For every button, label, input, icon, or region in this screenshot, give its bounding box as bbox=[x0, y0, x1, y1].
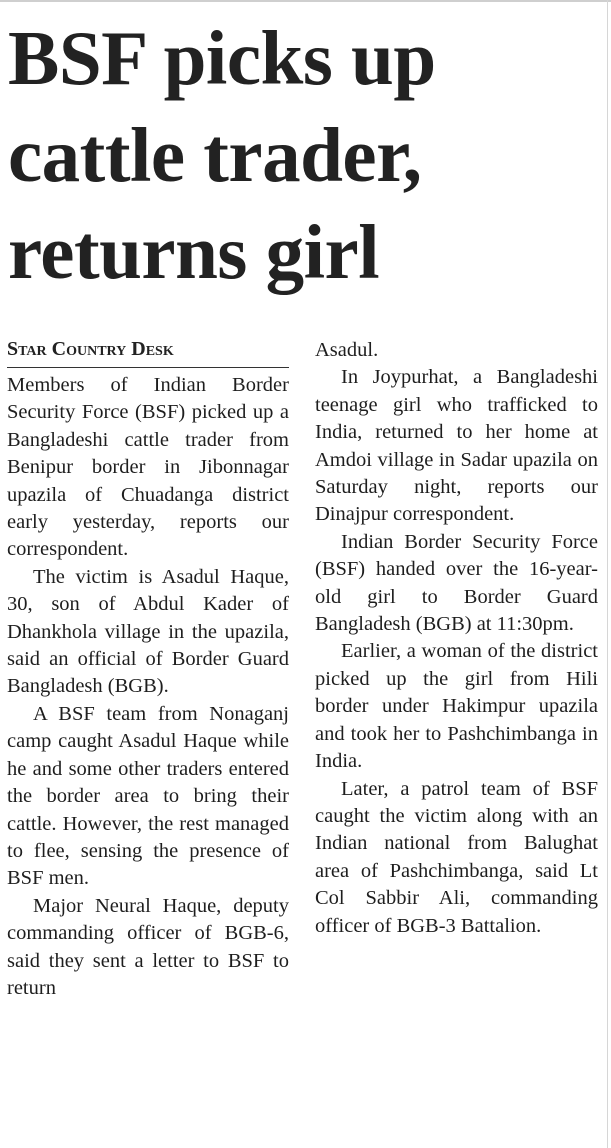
article-column-right bbox=[315, 337, 598, 940]
paragraph-2: The victim is Asadul Haque, 30, son of Abdul Kader of Dhankhola village in the upazila, said an official of Border Guard Bangladesh (BGB). bbox=[7, 565, 289, 698]
byline-divider bbox=[7, 367, 289, 368]
paragraph-5: In Joypurhat, a Bangladeshi teenage girl who trafficked to India, returned to her home at Amdoi village in Sadar upazila on Saturday night, reports our Dinajpur correspondent. bbox=[315, 366, 598, 526]
paragraph-4-continued: Asadul. bbox=[315, 339, 379, 361]
article-headline: BSF picks up cattle trader, returns girl bbox=[8, 15, 436, 295]
paragraph-8: Later, a patrol team of BSF caught the victim along with an Indian national from Balughat area of Pashchimbanga, said Lt Col Sabbir Ali, commanding officer of BGB-3 Battalion. bbox=[315, 777, 598, 937]
paragraph-3: A BSF team from Nonaganj camp caught Asadul Haque while he and some other traders entered the border area to bring their cattle. However, the rest managed to flee, sensing the presence of BSF men. bbox=[7, 702, 289, 890]
paragraph-4: Major Neural Haque, deputy commanding officer of BGB-6, said they sent a letter to BSF to return bbox=[7, 894, 289, 999]
paragraph-1: Members of Indian Border Security Force (BSF) picked up a Bangladeshi cattle trader from Benipur border in Jibonnagar upazila of Chuadanga district early yesterday, reports our correspondent. bbox=[7, 374, 289, 561]
right-border-rule bbox=[607, 0, 608, 1148]
article-byline: Star Country Desk bbox=[7, 338, 174, 360]
paragraph-7: Earlier, a woman of the district picked up the girl from Hili border under Hakimpur upazila and took her to Pashchimbanga in India. bbox=[315, 640, 598, 773]
paragraph-6: Indian Border Security Force (BSF) handed over the 16-year-old girl to Border Guard Bangladesh (BGB) at 11:30pm. bbox=[315, 530, 598, 636]
top-border-rule bbox=[0, 0, 611, 2]
article-column-left bbox=[7, 372, 289, 1002]
